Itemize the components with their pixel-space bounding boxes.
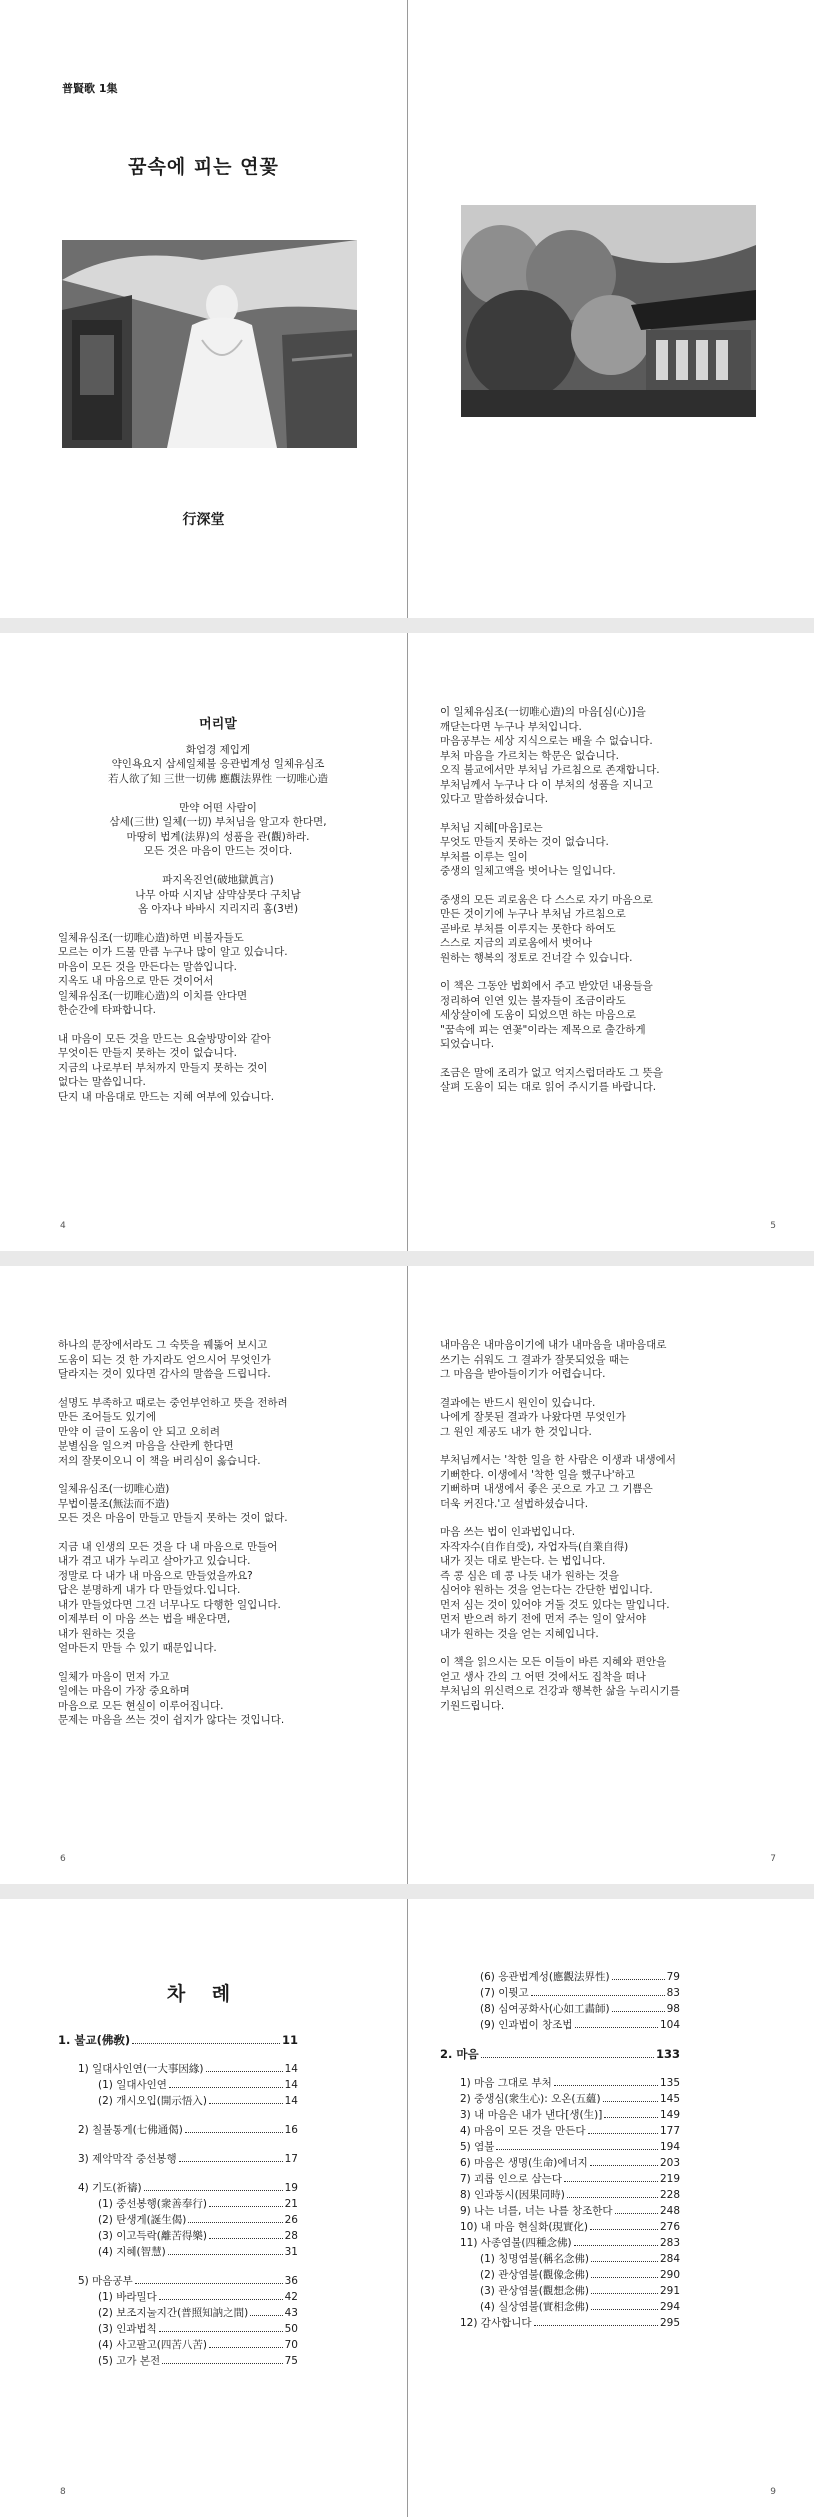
toc-spacer (58, 2138, 298, 2151)
toc-entry-label: (5) 고가 본전 (98, 2355, 161, 2367)
toc-leader-dots (209, 2347, 283, 2348)
toc-entry-label: (2) 개시오입(開示悟入) (98, 2095, 207, 2107)
text-line: 원하는 행복의 정토로 건너갈 수 있습니다. (440, 951, 633, 964)
toc-entry-label: 2) 중생심(衆生心): 오온(五蘊) (460, 2093, 601, 2105)
text-line: 지금의 나로부터 부처까지 만들지 못하는 것이 (58, 1061, 268, 1074)
text-line: 결과에는 반드시 원인이 있습니다. (440, 1396, 596, 1409)
toc-entry-page: 16 (284, 2124, 298, 2136)
toc-leader-dots (209, 2206, 283, 2207)
preface-text (440, 1338, 785, 1713)
text-line: 만약 어떤 사람이 (179, 801, 257, 814)
toc-entry-label: (4) 실상염불(實相念佛) (480, 2301, 589, 2313)
text-line: 한순간에 타파합니다. (58, 1004, 156, 1016)
toc-entry[interactable] (440, 2091, 680, 2107)
toc-page-9 (407, 1899, 814, 2517)
text-line: 그 원인 제공도 내가 한 것입니다. (440, 1425, 592, 1438)
toc-leader-dots (162, 2363, 283, 2364)
toc-entry-page: 19 (284, 2182, 298, 2194)
blank-line (58, 786, 378, 801)
preface-text (58, 718, 378, 1104)
toc-entry-page: 295 (659, 2317, 680, 2329)
toc-entry[interactable] (58, 2321, 298, 2337)
text-line: 약인욕요지 삼세일체불 응관법계성 일체유심조 (111, 758, 325, 770)
toc-entry[interactable] (440, 2075, 680, 2091)
page-number: 6 (60, 1854, 66, 1864)
toc-entry[interactable] (58, 2077, 298, 2093)
toc-leader-dots (604, 2117, 658, 2118)
toc-entry[interactable] (440, 1969, 680, 1985)
paragraph (440, 1338, 785, 1382)
toc-leader-dots (574, 2245, 658, 2246)
toc-entry-label: (2) 관상염불(觀像念佛) (480, 2269, 589, 2281)
toc-entry-label: (2) 보조지눌지간(普照知訥之間) (98, 2307, 249, 2319)
toc-entry-page: 135 (659, 2077, 680, 2089)
text-line: 마음이 모든 것을 만든다는 말씀입니다. (58, 960, 237, 973)
toc-entry-page: 177 (659, 2125, 680, 2137)
toc-list (58, 2032, 298, 2369)
toc-entry-label: (3) 인과법칙 (98, 2323, 157, 2335)
toc-entry-label: 10) 내 마음 현실화(現實化) (460, 2221, 589, 2233)
toc-spacer (58, 2167, 298, 2180)
toc-entry-label: 3) 제악막작 중선봉행 (78, 2153, 177, 2165)
toc-spacer (58, 2260, 298, 2273)
toc-page-8 (0, 1899, 407, 2517)
text-line: 일체유심조(一切唯心造) (58, 1483, 170, 1495)
toc-entry[interactable] (440, 2219, 680, 2235)
toc-entry-page: 294 (659, 2301, 680, 2313)
toc-spacer (58, 2109, 298, 2122)
toc-entry-page: 79 (666, 1971, 680, 1983)
toc-entry[interactable] (440, 2155, 680, 2171)
paragraph (58, 1482, 388, 1526)
page-number: 5 (770, 1221, 776, 1231)
toc-entry[interactable] (440, 2017, 680, 2033)
toc-entry-page: 14 (284, 2095, 298, 2107)
toc-leader-dots (603, 2101, 658, 2102)
toc-leader-dots (209, 2103, 283, 2104)
toc-entry[interactable] (58, 2093, 298, 2109)
toc-leader-dots (564, 2181, 658, 2182)
toc-spacer (440, 2062, 680, 2075)
toc-entry-label: 3) 내 마음은 내가 낸다[생(生)] (460, 2109, 603, 2121)
toc-leader-dots (612, 2011, 665, 2012)
toc-title: 차 례 (166, 1983, 241, 2005)
toc-leader-dots (591, 2293, 658, 2294)
text-line: 더욱 커진다.'고 설법하셨습니다. (440, 1497, 589, 1510)
toc-leader-dots (250, 2315, 282, 2316)
text-line: 달라지는 것이 있다면 감사의 말씀을 드립니다. (58, 1368, 271, 1380)
toc-entry[interactable] (440, 2315, 680, 2331)
text-line: 내마음은 내마음이기에 내가 내마음을 내마음대로 (440, 1339, 667, 1351)
text-line: "꿈속에 피는 연꽃"이라는 제목으로 출간하게 (440, 1023, 646, 1036)
text-line: 무법이불조(無法而不造) (58, 1497, 170, 1510)
text-line: 이 책은 그동안 법회에서 주고 받았던 내용들을 (440, 980, 653, 992)
text-line: 중생의 모든 괴로움은 다 스스로 자기 마음으로 (440, 893, 653, 906)
text-line: 도움이 되는 것 한 가지라도 얻으시어 무엇인가 (58, 1353, 271, 1366)
toc-entry[interactable] (58, 2353, 298, 2369)
preface-page-6 (0, 1266, 407, 1884)
paragraph (440, 1453, 785, 1511)
toc-entry-page: 149 (659, 2109, 680, 2121)
paragraph (440, 893, 780, 966)
toc-entry-label: 1. 불교(佛敎) (58, 2033, 131, 2047)
paragraph (440, 1396, 785, 1440)
book-title: 꿈속에 피는 연꽃 (128, 156, 279, 178)
toc-entry[interactable] (440, 2107, 680, 2123)
toc-spacer (58, 2048, 298, 2061)
page-number: 7 (770, 1854, 776, 1864)
toc-leader-dots (481, 2057, 654, 2058)
toc-leader-dots (168, 2254, 283, 2255)
toc-leader-dots (179, 2161, 283, 2162)
text-line: 기원드립니다. (440, 1699, 505, 1712)
toc-entry-page: 31 (284, 2246, 298, 2258)
text-line: 마음으로 모든 현실이 이루어집니다. (58, 1699, 224, 1712)
toc-entry-page: 228 (659, 2189, 680, 2201)
text-line: 하나의 문장에서라도 그 숙뜻을 꿰뚫어 보시고 (58, 1339, 268, 1351)
text-line: 오직 불교에서만 부처님 가르침으로 존재합니다. (440, 764, 660, 776)
text-line: 없다는 말씀입니다. (58, 1076, 146, 1088)
text-line: 지금 내 인생의 모든 것을 다 내 마음으로 만들어 (58, 1540, 278, 1553)
toc-leader-dots (612, 1979, 665, 1980)
text-line: 얻고 생사 간의 그 어떤 것에서도 집착을 떠나 (440, 1670, 646, 1683)
text-line: 중생의 일체고액을 벗어나는 일입니다. (440, 865, 616, 877)
text-line: 모든 것은 마음이 만드는 것이다. (143, 845, 293, 857)
toc-entry-label: (9) 인과법이 창조법 (480, 2019, 573, 2031)
text-line: 파지옥진언(破地獄眞言) (162, 874, 274, 886)
paragraph (58, 1338, 388, 1382)
preface-paragraph (58, 931, 378, 1018)
text-line: 무엇이든 만들지 못하는 것이 없습니다. (58, 1047, 237, 1059)
toc-entry-label: (3) 이고득락(離苦得樂) (98, 2230, 207, 2242)
text-line: 마음공부는 세상 지식으로는 배울 수 없습니다. (440, 735, 653, 747)
toc-entry[interactable] (58, 2337, 298, 2353)
toc-leader-dots (496, 2149, 658, 2150)
toc-entry-page: 203 (659, 2157, 680, 2169)
toc-entry-label: (6) 응관법계성(應觀法界性) (480, 1971, 610, 1983)
preface-heading: 머리말 (199, 717, 237, 732)
toc-entry-label: (1) 중선봉행(衆善奉行) (98, 2198, 207, 2210)
text-line: 부처님께서 누구나 다 이 부처의 성품을 지니고 (440, 778, 653, 791)
blank-line (58, 859, 378, 874)
toc-entry[interactable] (58, 2151, 298, 2167)
toc-entry[interactable] (58, 2032, 298, 2048)
toc-entry[interactable] (440, 2283, 680, 2299)
text-line: 부처 마음을 가르치는 학문은 없습니다. (440, 749, 619, 762)
text-line: 단지 내 마음대로 만드는 지혜 여부에 있습니다. (58, 1090, 275, 1103)
text-line: 내가 만들었다면 그건 너무나도 다행한 일입니다. (58, 1598, 281, 1611)
preface-verse-block (58, 743, 378, 917)
paragraph (440, 979, 780, 1052)
toc-leader-dots (188, 2222, 282, 2223)
text-line: 이 책을 읽으시는 모든 이들이 바른 지혜와 편안을 (440, 1656, 667, 1668)
toc-leader-dots (209, 2238, 283, 2239)
temple-forest-image (461, 205, 756, 417)
toc-leader-dots (144, 2190, 283, 2191)
text-line: 일체유심조(一切唯心造)의 이치를 안다면 (58, 989, 248, 1002)
text-line: 부처님의 위신력으로 건강과 행복한 삶을 누리시기를 (440, 1685, 680, 1697)
text-line: 기뻐하며 내생에서 좋은 곳으로 가고 그 기쁨은 (440, 1483, 653, 1495)
page-number: 8 (60, 2487, 66, 2497)
toc-entry-label: 6) 마음은 생명(生命)에너지 (460, 2157, 588, 2169)
text-line: 내가 짓는 대로 받는다. 는 법입니다. (440, 1555, 606, 1567)
text-line: 즉 콩 심은 데 콩 나듯 내가 원하는 것을 (440, 1569, 619, 1582)
toc-entry-page: 26 (284, 2214, 298, 2226)
text-line: 무엇도 만들지 못하는 것이 없습니다. (440, 836, 609, 848)
toc-entry-page: 28 (284, 2230, 298, 2242)
toc-entry[interactable] (58, 2244, 298, 2260)
paragraph (440, 1066, 780, 1095)
paragraph (440, 821, 780, 879)
toc-entry[interactable] (440, 2001, 680, 2017)
text-line: 옴 아자나 바바시 지리지리 훔(3번) (137, 903, 299, 915)
preface-text (58, 1338, 388, 1728)
toc-leader-dots (206, 2071, 283, 2072)
toc-entry-page: 98 (666, 2003, 680, 2015)
toc-leader-dots (159, 2299, 283, 2300)
toc-entry-page: 36 (284, 2275, 298, 2287)
toc-entry-page: 145 (659, 2093, 680, 2105)
toc-entry-label: (2) 탄생게(誕生偈) (98, 2214, 187, 2226)
toc-entry-label: 5) 마음공부 (78, 2275, 133, 2287)
text-line: 스스로 지금의 괴로움에서 벗어나 (440, 937, 593, 949)
text-line: 마음 쓰는 법이 인과법입니다. (440, 1526, 576, 1538)
preface-page-5 (407, 633, 814, 1251)
text-line: 얼마든지 만들 수 있기 때문입니다. (58, 1642, 217, 1654)
toc-entry[interactable] (440, 2299, 680, 2315)
text-line: 부처님께서는 '착한 일을 한 사람은 이생과 내생에서 (440, 1454, 676, 1466)
toc-entry-label: 11) 사종염불(四種念佛) (460, 2237, 572, 2249)
text-line: 일체유심조(一切唯心造)하면 비불자들도 (58, 931, 244, 944)
toc-entry[interactable] (440, 2171, 680, 2187)
toc-entry-page: 17 (284, 2153, 298, 2165)
text-line: 일에는 마음이 가장 중요하며 (58, 1685, 190, 1697)
text-line: 지옥도 내 마음으로 만든 것이어서 (58, 975, 214, 987)
toc-entry-page: 291 (659, 2285, 680, 2297)
toc-entry-label: (7) 이뭣고 (480, 1987, 529, 1999)
toc-entry[interactable] (58, 2122, 298, 2138)
toc-entry[interactable] (58, 2289, 298, 2305)
toc-leader-dots (185, 2132, 283, 2133)
toc-leader-dots (169, 2087, 283, 2088)
text-line: 자작자수(自作自受), 자업자득(自業自得) (440, 1540, 629, 1553)
toc-spacer (440, 2033, 680, 2046)
toc-entry[interactable] (440, 1985, 680, 2001)
paragraph (440, 1655, 785, 1713)
toc-entry[interactable] (58, 2228, 298, 2244)
toc-leader-dots (590, 2229, 658, 2230)
text-line: 부처를 이루는 일이 (440, 850, 528, 863)
toc-entry-label: 7) 괴롭 인으로 삼는다 (460, 2173, 562, 2185)
text-line: 되었습니다. (440, 1038, 495, 1050)
temple-photo (461, 205, 756, 417)
toc-entry-page: 70 (284, 2339, 298, 2351)
toc-entry-page: 14 (284, 2063, 298, 2075)
text-line: 내가 원하는 것을 (58, 1627, 136, 1640)
toc-entry-page: 248 (659, 2205, 680, 2217)
text-line: 일체가 마음이 먼저 가고 (58, 1670, 170, 1683)
toc-leader-dots (567, 2197, 658, 2198)
text-line: 설명도 부족하고 때로는 중언부언하고 뜻을 전하려 (58, 1396, 288, 1409)
toc-entry-label: (1) 바라밀다 (98, 2291, 157, 2303)
text-line: 답은 분명하게 내가 다 만들었다.입니다. (58, 1584, 241, 1596)
toc-entry[interactable] (58, 2305, 298, 2321)
toc-entry[interactable] (440, 2187, 680, 2203)
toc-entry-label: (8) 심여공화사(心如工畵師) (480, 2003, 610, 2015)
text-line: 삼세(三世) 일체(一切) 부처님을 알고자 한다면, (109, 816, 327, 828)
toc-entry-page: 284 (659, 2253, 680, 2265)
series-label: 普賢歌 1集 (62, 82, 118, 95)
toc-entry-label: 1) 마음 그대로 부처 (460, 2077, 552, 2089)
toc-entry-page: 43 (284, 2307, 298, 2319)
text-line: 있다고 말씀하셨습니다. (440, 793, 549, 805)
toc-entry[interactable] (440, 2139, 680, 2155)
text-line: 만약 이 글이 도움이 안 되고 오히려 (58, 1425, 221, 1438)
text-line: 정리하여 인연 있는 불자들이 조금이라도 (440, 994, 626, 1007)
toc-entry[interactable] (440, 2203, 680, 2219)
toc-entry-page: 50 (284, 2323, 298, 2335)
text-line: 내 마음이 모든 것을 만드는 요술방망이와 같아 (58, 1032, 271, 1045)
toc-entry-page: 194 (659, 2141, 680, 2153)
text-line: 세상살이에 도움이 되었으면 하는 마음으로 (440, 1009, 636, 1021)
toc-entry[interactable] (440, 2251, 680, 2267)
paragraph (440, 1525, 785, 1641)
toc-entry-page: 290 (659, 2269, 680, 2281)
toc-entry-label: 2) 칠불통게(七佛通偈) (78, 2124, 183, 2136)
text-line: 마땅히 법계(法界)의 성품을 관(觀)하라. (126, 830, 310, 843)
toc-entry-label: (3) 관상염불(觀想念佛) (480, 2285, 589, 2297)
toc-leader-dots (132, 2043, 280, 2044)
text-line: 쓰기는 쉬워도 그 결과가 잘못되었을 때는 (440, 1353, 630, 1366)
toc-leader-dots (575, 2027, 658, 2028)
toc-entry[interactable] (58, 2273, 298, 2289)
toc-entry-page: 75 (284, 2355, 298, 2367)
toc-entry-label: (1) 일대사인연 (98, 2079, 167, 2091)
text-line: 기뻐한다. 이생에서 '착한 일을 했구나'하고 (440, 1468, 635, 1481)
toc-entry[interactable] (440, 2046, 680, 2062)
toc-entry-page: 21 (284, 2198, 298, 2210)
toc-entry[interactable] (440, 2123, 680, 2139)
text-line: 심어야 원하는 것을 얻는다는 간단한 법입니다. (440, 1584, 653, 1596)
toc-entry-label: 12) 감사합니다 (460, 2317, 532, 2329)
text-line: 살펴 도움이 되는 대로 읽어 주시기를 바랍니다. (440, 1081, 657, 1093)
text-line: 그 마음을 받아들이기가 어렵습니다. (440, 1368, 606, 1380)
toc-entry-label: (4) 사고팔고(四苦八苦) (98, 2339, 207, 2351)
toc-entry-page: 42 (284, 2291, 298, 2303)
text-line: 화엄경 제입게 (185, 743, 251, 756)
toc-entry-label: 4) 기도(祈禱) (78, 2182, 142, 2194)
text-line: 내가 겪고 내가 누리고 살아가고 있습니다. (58, 1555, 251, 1567)
text-line: 若人欲了知 三世一切佛 應觀法界性 一切唯心造 (107, 772, 328, 785)
page-number: 9 (770, 2487, 776, 2497)
preface-text (440, 705, 780, 1095)
toc-entry-label: 1) 일대사인연(一大事因緣) (78, 2063, 204, 2075)
paragraph (58, 1396, 388, 1469)
toc-entry[interactable] (58, 2180, 298, 2196)
toc-entry-page: 219 (659, 2173, 680, 2185)
page-number: 4 (60, 1221, 66, 1231)
toc-entry[interactable] (58, 2212, 298, 2228)
text-line: 내가 원하는 것을 얻는 지혜입니다. (440, 1627, 599, 1640)
text-line: 분별심을 일으켜 마음을 산란케 한다면 (58, 1440, 234, 1452)
text-line: 깨닫는다면 누구나 부처입니다. (440, 720, 582, 733)
toc-leader-dots (591, 2261, 658, 2262)
guanyin-statue-image (62, 240, 357, 448)
toc-list (440, 1969, 680, 2331)
author-name: 行深堂 (182, 512, 225, 528)
toc-entry-label: 5) 염불 (460, 2141, 495, 2153)
toc-entry[interactable] (440, 2235, 680, 2251)
text-line: 모든 것은 마음이 만들고 만들지 못하는 것이 없다. (58, 1512, 288, 1524)
text-line: 부처님 지혜[마음]로는 (440, 821, 543, 834)
toc-entry[interactable] (440, 2267, 680, 2283)
toc-entry-label: 4) 마음이 모든 것을 만든다 (460, 2125, 586, 2137)
text-line: 먼저 받으려 하기 전에 먼저 주는 일이 앞서야 (440, 1613, 646, 1625)
toc-entry-page: 283 (659, 2237, 680, 2249)
text-line: 정말로 다 내가 내 마음으로 만들었을까요? (58, 1569, 253, 1582)
text-line: 나무 아따 시지남 삼먁삼못다 구치남 (135, 888, 301, 901)
text-line: 문제는 마음을 쓰는 것이 쉽지가 않다는 것입니다. (58, 1714, 285, 1726)
text-line: 만든 조어들도 있기에 (58, 1411, 156, 1423)
toc-leader-dots (531, 1995, 665, 1996)
toc-leader-dots (588, 2133, 658, 2134)
cover-photo (62, 240, 357, 448)
toc-leader-dots (135, 2283, 283, 2284)
photo-page (407, 0, 814, 618)
cover-page (0, 0, 407, 618)
toc-entry-page: 276 (659, 2221, 680, 2233)
toc-leader-dots (591, 2277, 658, 2278)
preface-page-4 (0, 633, 407, 1251)
toc-entry-page: 11 (281, 2033, 298, 2047)
toc-leader-dots (615, 2213, 658, 2214)
toc-leader-dots (534, 2325, 658, 2326)
preface-page-7 (407, 1266, 814, 1884)
toc-entry-page: 83 (666, 1987, 680, 1999)
text-line: 이제부터 이 마음 쓰는 법을 배운다면, (58, 1613, 231, 1625)
toc-leader-dots (554, 2085, 658, 2086)
paragraph (440, 705, 780, 807)
text-line: 만든 것이기에 누구나 부처님 가르침으로 (440, 908, 626, 920)
text-line: 이 일체유심조(一切唯心造)의 마음[심(心)]을 (440, 706, 646, 718)
paragraph (58, 1540, 388, 1656)
paragraph (58, 1670, 388, 1728)
toc-leader-dots (159, 2331, 283, 2332)
toc-entry-page: 133 (655, 2047, 680, 2061)
text-line: 곧바로 부처를 이루지는 못한다 하여도 (440, 922, 616, 935)
toc-entry-label: 8) 인과동시(因果同時) (460, 2189, 565, 2201)
toc-entry-page: 104 (659, 2019, 680, 2031)
text-line: 나에게 잘못된 결과가 나왔다면 무엇인가 (440, 1411, 626, 1423)
toc-entry-label: (1) 칭명염불(稱名念佛) (480, 2253, 589, 2265)
toc-entry[interactable] (58, 2196, 298, 2212)
toc-entry-page: 14 (284, 2079, 298, 2091)
toc-entry-label: 2. 마음 (440, 2047, 479, 2061)
toc-entry-label: 9) 나는 너를, 너는 나를 창조한다 (460, 2205, 613, 2217)
text-line: 저의 잘못이오니 이 책을 버리심이 옳습니다. (58, 1454, 261, 1467)
toc-leader-dots (590, 2165, 658, 2166)
toc-entry-label: (4) 지혜(智慧) (98, 2246, 166, 2258)
text-line: 먼저 심는 것이 있어야 거둘 것도 있다는 말입니다. (440, 1598, 670, 1611)
toc-entry[interactable] (58, 2061, 298, 2077)
preface-paragraph (58, 1032, 378, 1105)
toc-leader-dots (591, 2309, 658, 2310)
text-line: 조금은 말에 조리가 없고 억지스럽더라도 그 뜻을 (440, 1066, 663, 1079)
text-line: 모르는 이가 드물 만큼 누구나 많이 알고 있습니다. (58, 946, 288, 958)
